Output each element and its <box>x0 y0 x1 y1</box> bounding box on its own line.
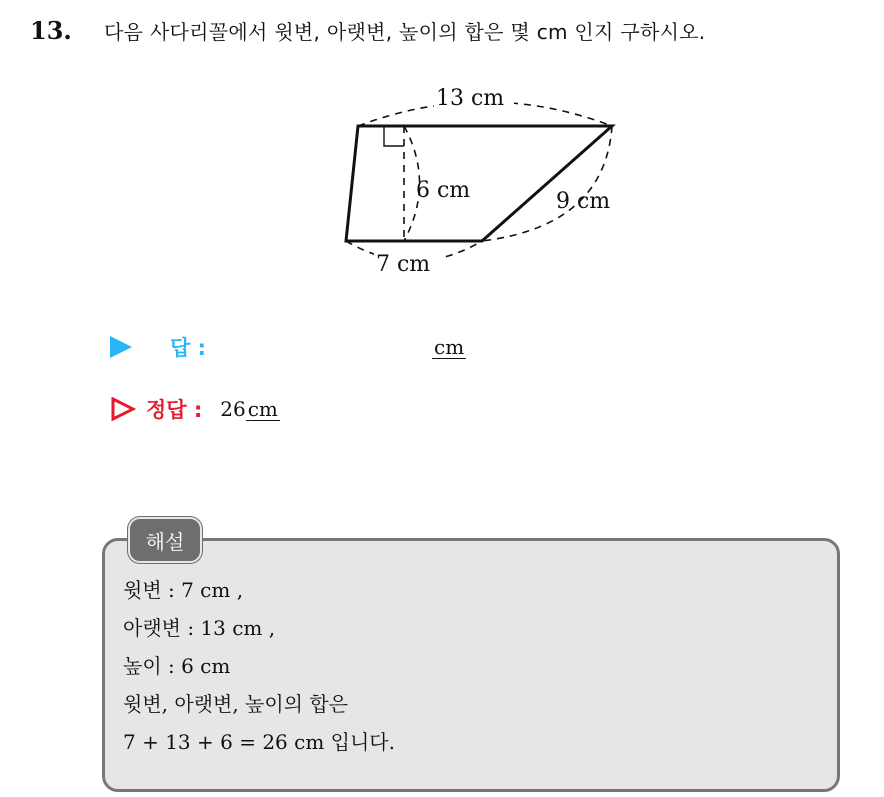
trapezoid-figure <box>330 76 630 286</box>
trapezoid-diagram <box>330 76 630 286</box>
question-number: 13. <box>30 15 72 45</box>
bottom-length-label: 7 cm <box>376 252 431 277</box>
right-angle-mark <box>384 126 404 146</box>
answer-blank[interactable]: cm <box>434 334 465 359</box>
correct-answer-label: 정답 : <box>146 398 203 422</box>
answer-label: 답 : <box>170 336 206 360</box>
explanation-box <box>102 538 840 792</box>
correct-answer-value: 26 <box>220 397 246 421</box>
explanation-line-sum-intro: 윗변, 아랫변, 높이의 합은 <box>123 692 348 716</box>
explanation-line-equation: 7 + 13 + 6 = 26 cm 입니다. <box>123 730 395 754</box>
outline-triangle-icon <box>110 397 136 421</box>
correct-answer-unit: cm <box>247 396 278 421</box>
answer-row <box>110 330 466 364</box>
top-length-label: 13 cm <box>436 86 505 111</box>
height-label: 6 cm <box>416 178 471 203</box>
trapezoid-shape <box>346 126 612 241</box>
question-header <box>30 10 870 50</box>
play-triangle-icon <box>110 336 132 358</box>
explanation-line-height: 높이 : 6 cm <box>123 654 231 678</box>
slant-label: 9 cm <box>556 189 611 214</box>
question-text: 다음 사다리꼴에서 윗변, 아랫변, 높이의 합은 몇 cm 인지 구하시오. <box>104 19 706 44</box>
explanation-line-bottom-side: 아랫변 : 13 cm , <box>123 616 276 640</box>
correct-answer-row <box>110 392 280 426</box>
explanation-line-top-side: 윗변 : 7 cm , <box>123 578 244 602</box>
explanation-tab: 해설 <box>128 517 202 563</box>
